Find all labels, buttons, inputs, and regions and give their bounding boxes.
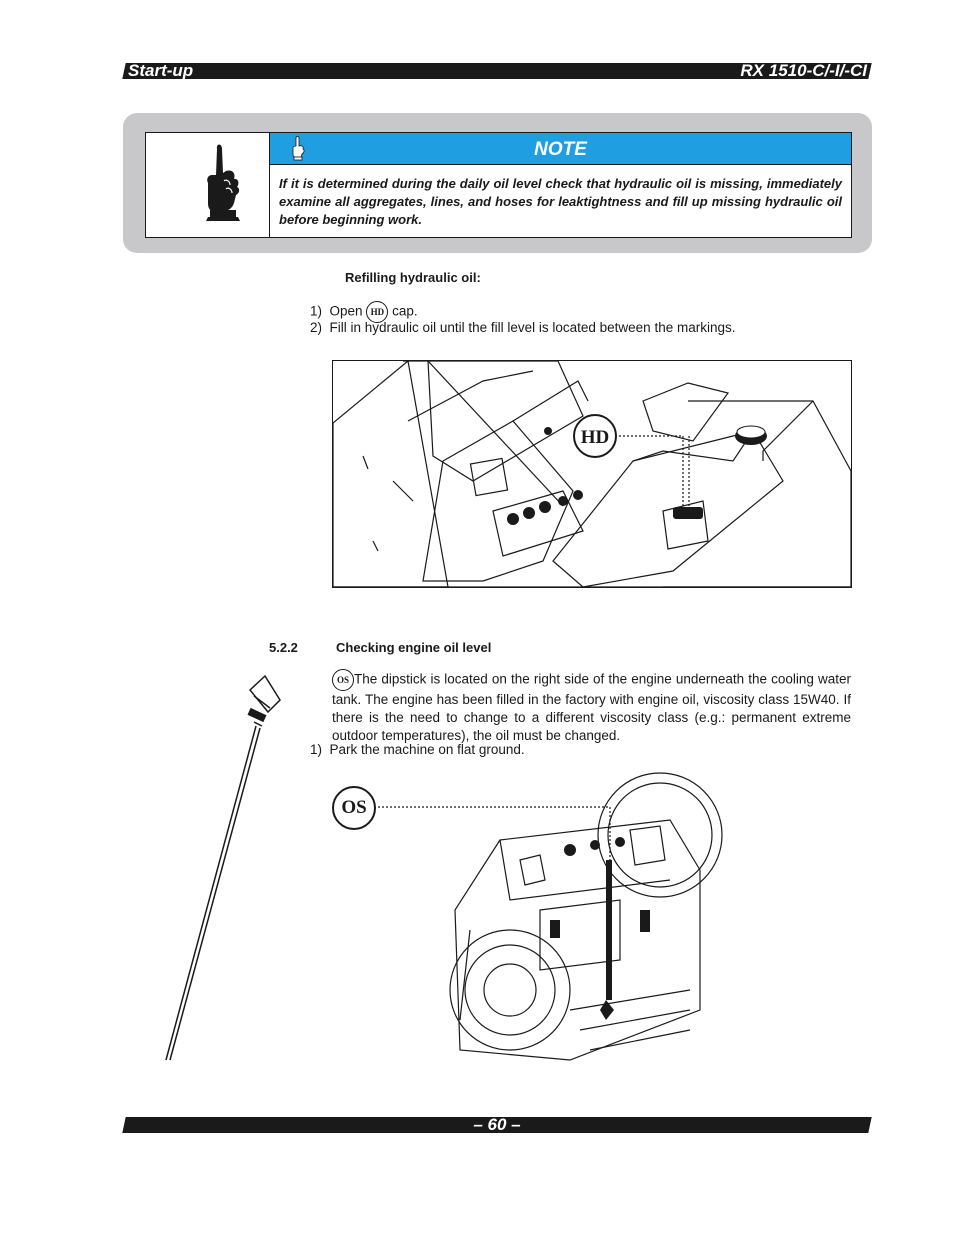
section-number: 5.2.2: [269, 640, 298, 655]
hd-badge: HD: [366, 301, 388, 323]
step-text: Open: [329, 303, 363, 319]
machine-line-drawing: [333, 361, 851, 587]
refill-title: Refilling hydraulic oil:: [345, 270, 481, 285]
engine-illustration: [370, 760, 730, 1070]
hydraulic-tank-figure: [332, 360, 852, 588]
step-text: Fill in hydraulic oil until the fill level is located between the markings.: [329, 320, 736, 335]
step-number: 1): [310, 303, 323, 319]
section-title: Checking engine oil level: [336, 640, 492, 655]
page-number: – 60 –: [473, 1115, 521, 1134]
step-text: cap.: [392, 303, 418, 319]
refill-step-2: [310, 319, 735, 337]
engine-oil-paragraph: [332, 669, 851, 745]
note-header: [270, 133, 851, 165]
note-title: NOTE: [534, 139, 587, 160]
note-box: [145, 132, 852, 238]
note-text: If it is determined during the daily oil level check that hydraulic oil is missing, immediately examine all aggregates, lines, and hoses for leaktightness and fill up missing hydraulic oil before beginning work.: [279, 176, 842, 227]
engine-oil-text: The dipstick is located on the right side of the engine underneath the cooling water tank. The engine has been filled in the factory with engine oil, viscosity class 15W40. If there is the need to change to a different viscosity class (e.g.: permanent extreme outdoor temperatures), the oil must be changed.: [332, 671, 851, 743]
os-badge: OS: [332, 669, 354, 691]
header-model: RX 1510-C/-I/-CI: [740, 61, 867, 80]
header-section-title: Start-up: [128, 61, 194, 80]
dipstick-illustration: [150, 670, 290, 1070]
step-number: 1): [310, 742, 323, 757]
engine-step-1: [310, 741, 525, 759]
hd-callout-label: HD: [580, 427, 610, 448]
step-text: Park the machine on flat ground.: [329, 742, 525, 757]
note-icon-cell: [146, 133, 270, 237]
step-number: 2): [310, 320, 323, 335]
pointing-hand-icon: [146, 133, 269, 237]
os-callout-label: OS: [341, 797, 367, 818]
